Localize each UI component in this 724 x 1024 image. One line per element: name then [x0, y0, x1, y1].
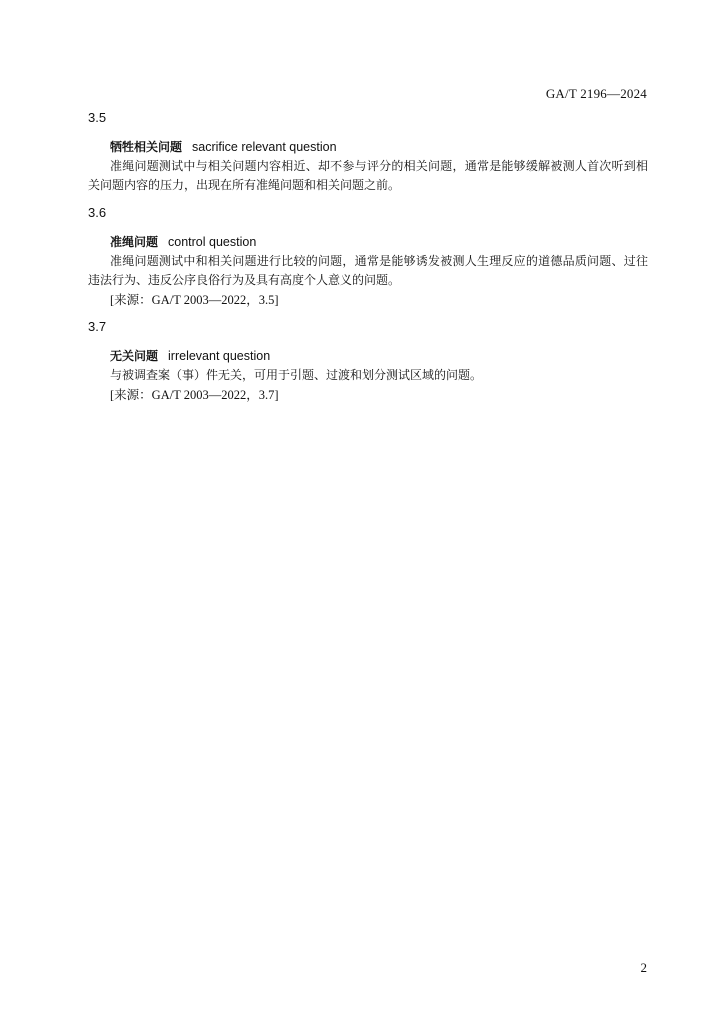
term-entry-3-6: [88, 205, 648, 310]
term-entry-3-5: [88, 110, 648, 195]
term-entry-3-7: [88, 319, 648, 405]
term-heading: [110, 139, 648, 155]
term-english: sacrifice relevant question: [192, 140, 337, 154]
term-heading: [110, 348, 648, 364]
term-definition: 准绳问题测试中与相关问题内容相近、却不参与评分的相关问题，通常是能够缓解被测人首次听到相关问题内容的压力，出现在所有准绳问题和相关问题之前。: [88, 159, 648, 192]
page-number: 2: [640, 960, 647, 975]
term-definition: 与被调查案（事）件无关，可用于引题、过渡和划分测试区域的问题。: [110, 368, 483, 382]
term-source: [来源：GA/T 2003—2022，3.7]: [110, 388, 279, 402]
term-source: [来源：GA/T 2003—2022，3.5]: [110, 293, 279, 307]
term-english: irrelevant question: [168, 349, 271, 363]
document-code: GA/T 2196—2024: [545, 86, 647, 101]
term-chinese: 牺牲相关问题: [110, 140, 183, 154]
section-number: 3.5: [88, 110, 107, 125]
term-chinese: 准绳问题: [110, 235, 159, 249]
section-number: 3.6: [88, 205, 107, 220]
section-number: 3.7: [88, 319, 107, 334]
term-definition: 准绳问题测试中和相关问题进行比较的问题，通常是能够诱发被测人生理反应的道德品质问题、过往违法行为、违反公序良俗行为及具有高度个人意义的问题。: [88, 254, 648, 287]
term-english: control question: [168, 235, 257, 249]
term-chinese: 无关问题: [110, 349, 159, 363]
term-heading: [110, 234, 648, 250]
